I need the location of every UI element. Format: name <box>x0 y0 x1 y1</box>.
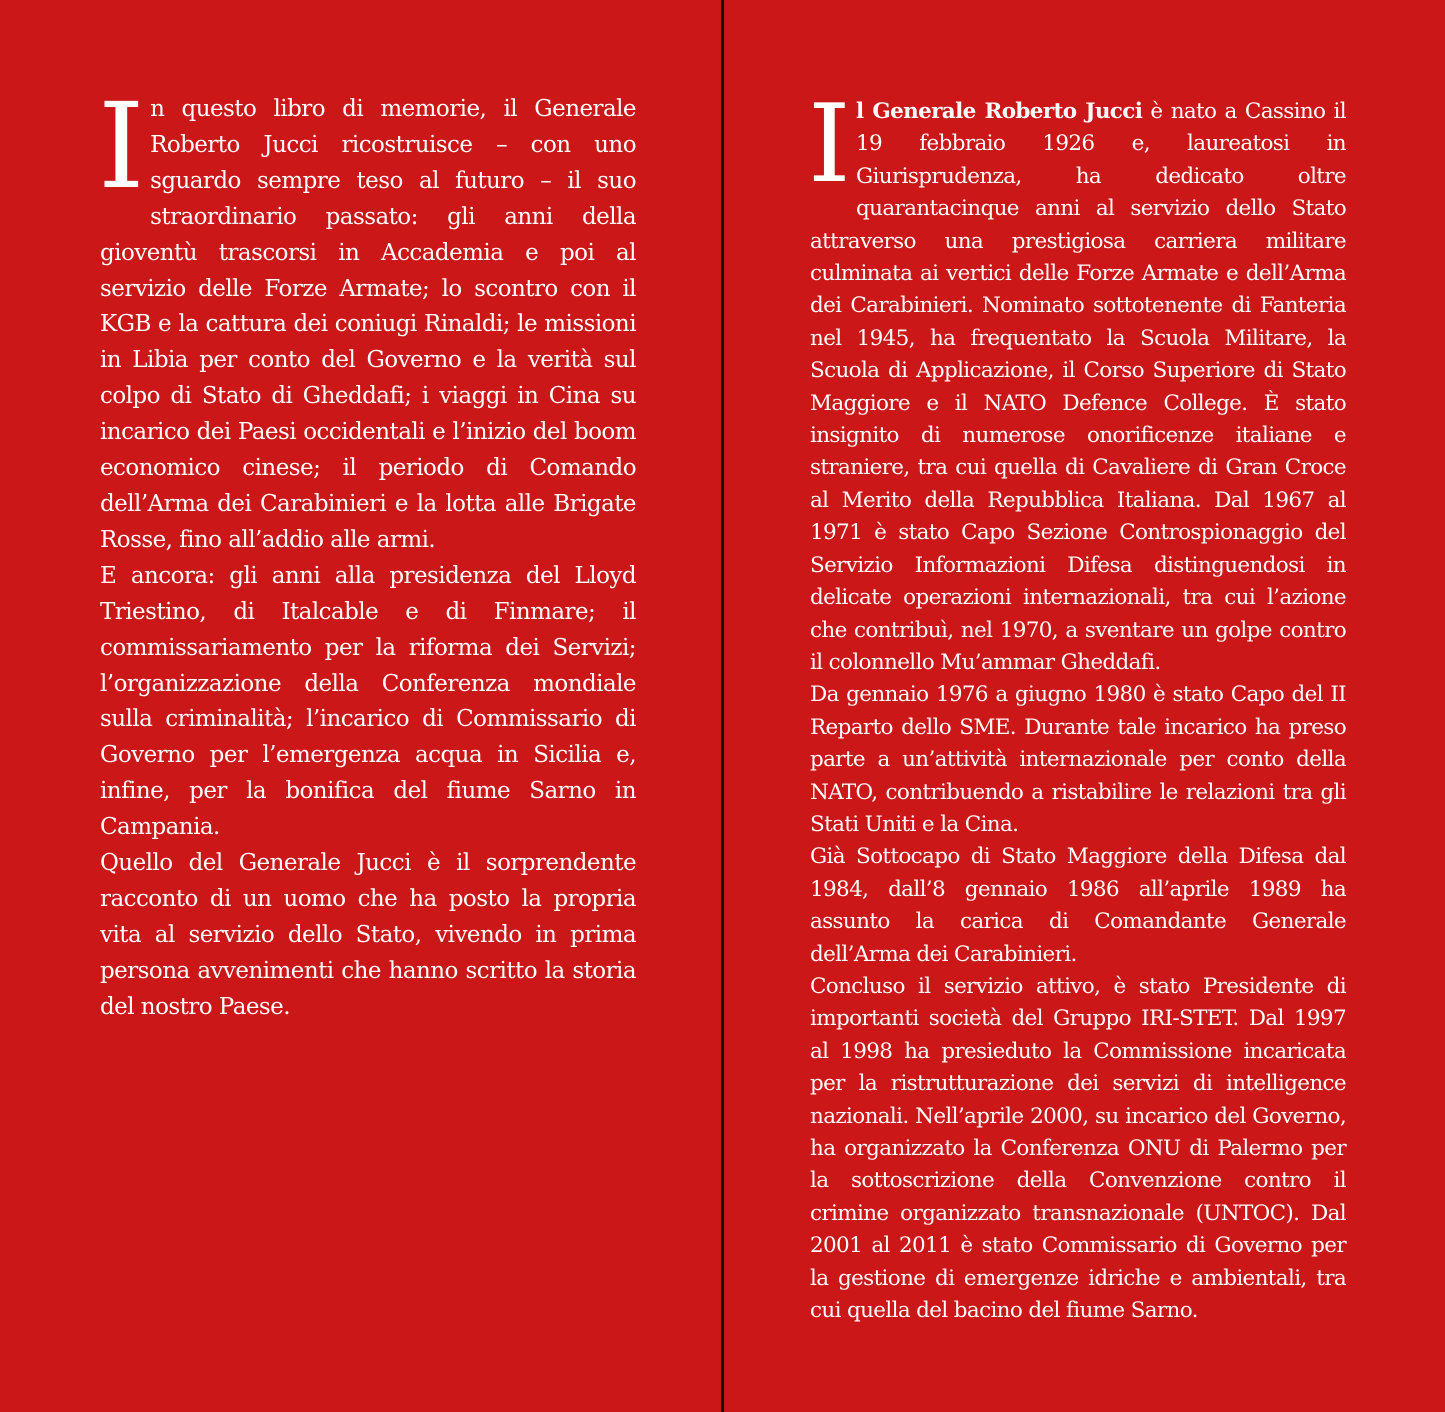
left-flap <box>0 0 721 1412</box>
bio-paragraph-3: Già Sottocapo di Stato Maggiore della Difesa dal 1984, dall’8 gennaio 1986 all’aprile 1989 ha assunto la carica di Comandante Generale dell’Arma dei Carabinieri. <box>810 844 1346 967</box>
bio-paragraph-1-text: è nato a Cassino il 19 febbraio 1926 e, laureatosi in Giurisprudenza, ha dedicato oltre quarantacinque anni al servizio dello Stato attraverso una prestigiosa carriera militare culminata ai vertici delle Forze Armate e dell’Arma dei Carabinieri. Nominato sottotenente di Fanteria nel 1945, ha frequentato la Scuola Militare, la Scuola di Applicazione, il Corso Superiore di Stato Maggiore e il NATO Defence College. È stato insignito di numerose onorificenze italiane e straniere, tra cui quella di Cavaliere di Gran Croce al Merito della Repubblica Italiana. Dal 1967 al 1971 è stato Capo Sezione Controspionaggio del Servizio Informazioni Difesa distinguendosi in delicate operazioni internazionali, tra cui l’azione che contribuì, nel 1970, a sventare un golpe contro il colonnello Mu’ammar Gheddafi. <box>810 99 1347 675</box>
right-flap <box>724 0 1445 1412</box>
book-synopsis <box>98 77 636 1026</box>
bio-paragraph-2: Da gennaio 1976 a giugno 1980 è stato Capo del II Reparto dello SME. Durante tale incarico ha preso parte a un’attività internazionale per conto della NATO, contribuendo a ristabilire le relazioni tra gli Stati Uniti e la Cina. <box>810 682 1346 837</box>
drop-cap: I <box>808 82 851 207</box>
synopsis-paragraph-2: E ancora: gli anni alla presidenza del Lloyd Triestino, di Italcable e di Finmare; il commissariamento per la riforma dei Servizi; l’organizzazione della Conferenza mondiale sulla criminalità; l’incarico di Commissario di Governo per l’emergenza acqua in Sicilia e, infine, per la bonifica del fiume Sarno in Campania. <box>100 562 636 841</box>
synopsis-paragraph-3: Quello del Generale Jucci è il sorprendente racconto di un uomo che ha posto la propria vita al servizio dello Stato, vivendo in prima persona avvenimenti che hanno scritto la storia del nostro Paese. <box>100 850 636 1020</box>
drop-cap: I <box>98 77 145 215</box>
author-name: l Generale Roberto Jucci <box>856 99 1143 124</box>
bio-paragraph-1 <box>808 82 1347 679</box>
synopsis-paragraph-1-text: n questo libro di memorie, il Generale Roberto Jucci ricostruisce – con uno sguardo sempre teso al futuro – il suo straordinario passato: gli anni della gioventù trascorsi in Accademia e poi al servizio delle Forze Armate; lo scontro con il KGB e la cattura dei coniugi Rinaldi; le missioni in Libia per conto del Governo e la verità sul colpo di Stato di Gheddafi; i viaggi in Cina su incarico dei Paesi occidentali e l’inizio del boom economico cinese; il periodo di Comando dell’Arma dei Carabinieri e la lotta alle Brigate Rosse, fino all’addio alle armi. <box>100 96 636 553</box>
author-biography <box>808 82 1347 1327</box>
synopsis-paragraph-1 <box>98 77 636 559</box>
bio-paragraph-4: Concluso il servizio attivo, è stato Presidente di importanti società del Gruppo IRI-STET. Dal 1997 al 1998 ha presieduto la Commissione incaricata per la ristrutturazione dei servizi di intelligence nazionali. Nell’aprile 2000, su incarico del Governo, ha organizzato la Conferenza ONU di Palermo per la sottoscrizione della Convenzione contro il crimine organizzato transnazionale (UNTOC). Dal 2001 al 2011 è stato Commissario di Governo per la gestione di emergenze idriche e ambientali, tra cui quella del bacino del fiume Sarno. <box>810 973 1346 1324</box>
